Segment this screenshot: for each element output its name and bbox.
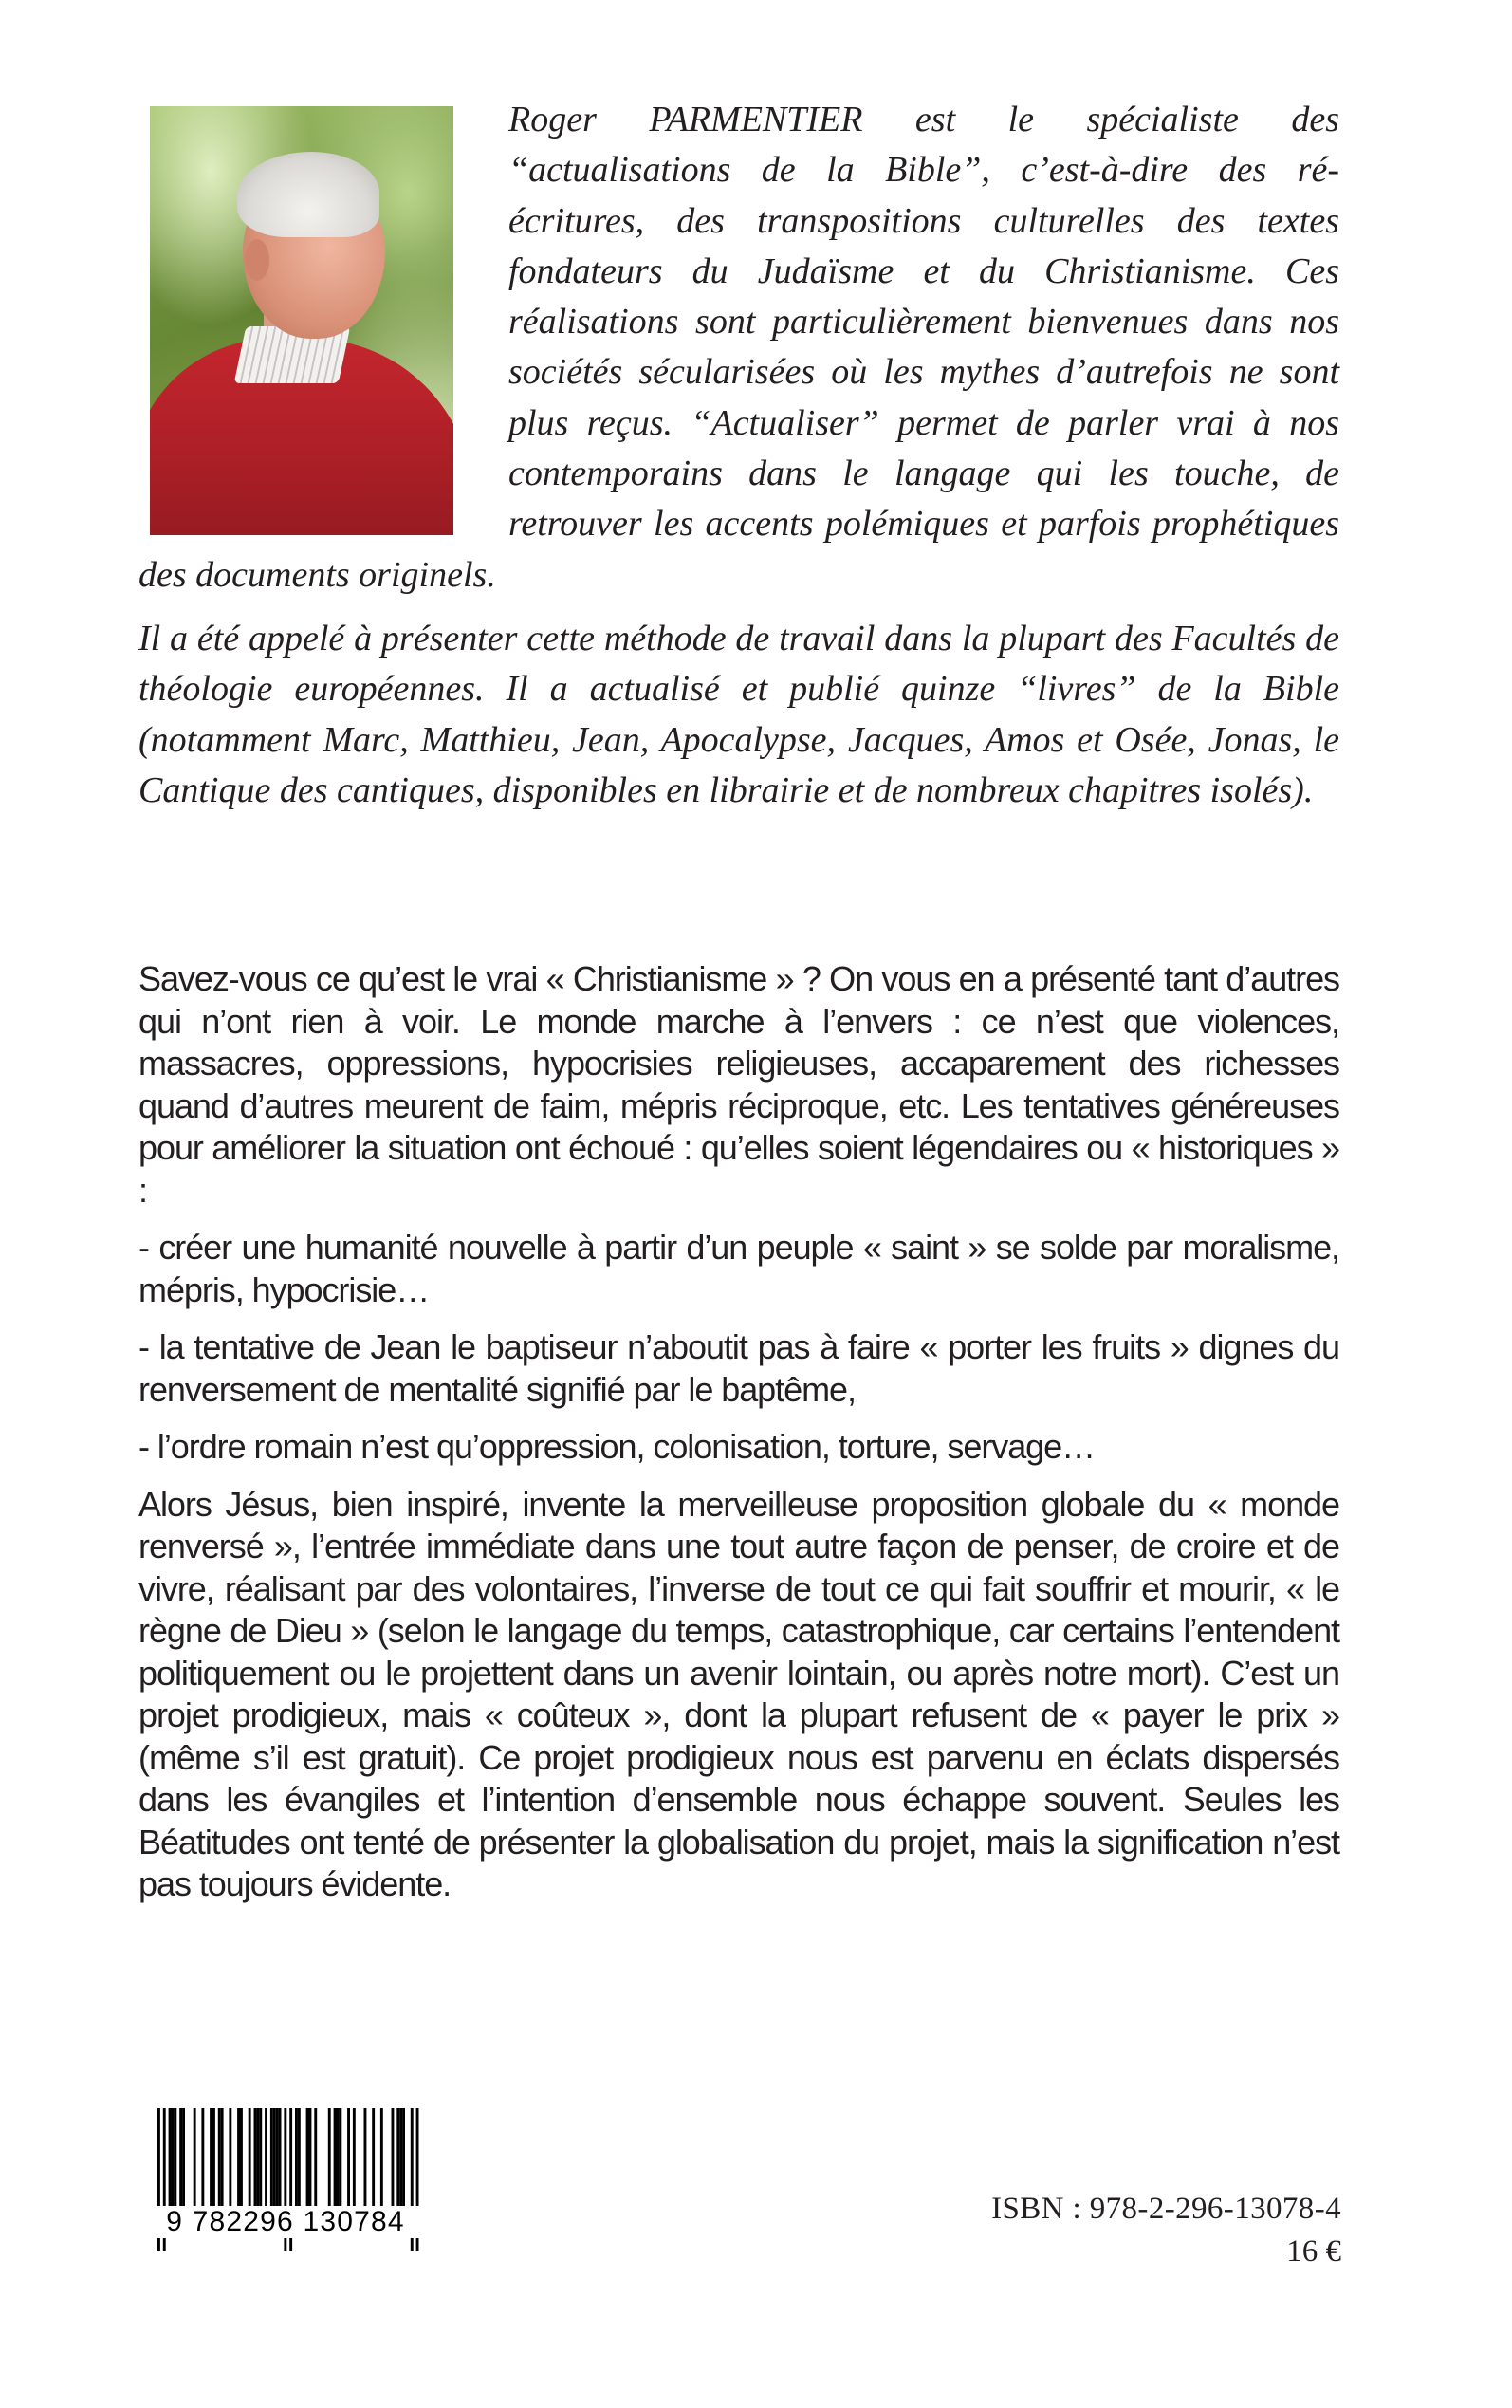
author-bio-paragraph-1: Roger PARMENTIER est le spécialiste des “actualisations de la Bible”, c’est-à-dire des ré-écritures, des transpositions culturelles des textes fondateurs du Judaïsme et du Christianisme. Ces réalisations sont particulièrement bienvenues dans nos sociétés sécularisées où les mythes d’autrefois ne sont plus reçus. “Actualiser” permet de parler vrai à nos contemporains dans le langage qui les touche, de retrouver les accents polémiques et parfois prophétiques des documents originels.	[138, 100, 1339, 595]
author-bio	[138, 95, 1339, 816]
synopsis-intro: Savez-vous ce qu’est le vrai « Christianisme » ? On vous en a présenté tant d’autres qui n’ont rien à voir. Le monde marche à l’envers : ce n’est que violences, massacres, oppressions, hypocrisies religieuses, accaparement des richesses quand d’autres meurent de faim, mépris réciproque, etc. Les tentatives généreuses pour améliorer la situation ont échoué : qu’elles soient légendaires ou « historiques » :	[138, 959, 1339, 1210]
author-photo	[150, 106, 453, 535]
synopsis-item-3: - l’ordre romain n’est qu’oppression, colonisation, torture, servage…	[138, 1427, 1096, 1466]
barcode-digits: 9 782296 130784	[144, 2206, 427, 2238]
synopsis-conclusion: Alors Jésus, bien inspiré, invente la merveilleuse proposition globale du « monde renversé », l’entrée immédiate dans une tout autre façon de penser, de croire et de vivre, réalisant par des volontaires, l’inverse de tout ce qui fait souffrir et mourir, « le règne de Dieu » (selon le langage du temps, catastrophique, car certains l’entendent politiquement ou le projettent dans un avenir lointain, ou après notre mort). C’est un projet prodigieux, mais « coûteux », dont la plupart refusent de « payer le prix » (même s’il est gratuit). Ce projet prodigieux nous est parvenu en éclats dispersés dans les évangiles et l’intention d’ensemble nous échappe souvent. Seules les Béatitudes ont tenté de présenter la globalisation du projet, mais la signification n’est pas toujours évidente.	[138, 1484, 1339, 1903]
isbn: ISBN : 978-2-296-13078-4	[991, 2192, 1341, 2226]
book-synopsis	[138, 958, 1339, 1921]
synopsis-item-2: - la tentative de Jean le baptiseur n’aboutit pas à faire « porter les fruits » dignes du renversement de mentalité signifié par le baptême,	[138, 1327, 1339, 1409]
author-bio-paragraph-2: Il a été appelé à présenter cette méthode de travail dans la plupart des Facultés de théologie européennes. Il a actualisé et publié quinze “livres” de la Bible (notamment Marc, Matthieu, Jean, Apocalypse, Jacques, Amos et Osée, Jonas, le Cantique des cantiques, disponibles en librairie et de nombreux chapitres isolés).	[138, 618, 1339, 810]
price: 16 €	[1286, 2234, 1341, 2269]
synopsis-item-1: - créer une humanité nouvelle à partir d’un peuple « saint » se solde par moralisme, mépris, hypocrisie…	[138, 1228, 1339, 1309]
